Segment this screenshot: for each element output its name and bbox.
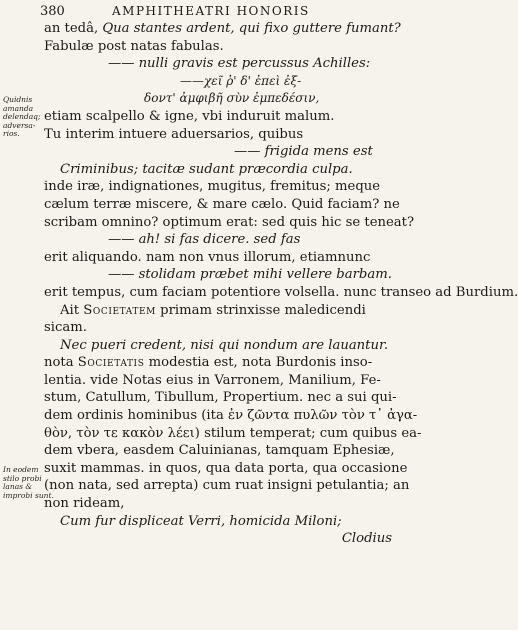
text-segment: Clodius [341, 531, 392, 547]
text-segment: erit tempus, cum faciam potentiore volsella. nunc transeo ad Burdium. [44, 284, 518, 300]
text-segment: modestia est, nota Burdonis inso- [144, 355, 373, 371]
text-segment: Tu interim intuere aduersarios, quibus [44, 126, 304, 142]
text-segment: Qua stantes ardent, qui fixo guttere fumant? [102, 21, 401, 36]
text-segment: —— ah! si fas dicere. sed fas [108, 232, 301, 248]
text-segment: δοντ' ἀμφιβῆ σὺν ἐμπεδέσιν, [144, 91, 320, 106]
margin-note-in-eodem [3, 465, 54, 500]
text-segment: —— nulli gravis est percussus Achilles: [108, 56, 371, 72]
text-segment: suxit mammas. in quos, qua data porta, qua occasione [44, 460, 408, 476]
text-segment: θὸν, τὸν τε κακὸν λέει) stilum temperat; cum quibus ea- [44, 425, 422, 441]
text-line [44, 442, 398, 460]
text-line [44, 126, 398, 144]
text-line [44, 389, 398, 407]
text-line [44, 73, 398, 91]
text-line [44, 284, 518, 302]
text-segment: cælum terræ miscere, & mare cælo. Quid faciam? ne [44, 196, 400, 212]
text-line [44, 90, 398, 108]
text-line [44, 20, 401, 38]
text-line [44, 161, 398, 179]
text-segment: non rideam, [44, 496, 125, 512]
text-line [44, 354, 398, 372]
text-segment: —— frigida mens est [234, 144, 373, 160]
text-segment: ——χεῖ ῥ' δ' ἐπεὶ ἐξ- [180, 73, 302, 88]
text-segment: Cum fur displiceat Verri, homicida Miloni; [60, 513, 342, 529]
body-text [44, 20, 518, 548]
margin-note-line: amanda [3, 103, 34, 113]
margin-note-line: In eodem [3, 465, 39, 474]
margin-note-line: stilo probi [3, 473, 42, 483]
page-number: 380 [40, 4, 65, 19]
margin-note-line: lanas & [3, 482, 33, 492]
text-line [44, 231, 398, 249]
text-line [44, 196, 398, 214]
text-line [44, 372, 398, 390]
margin-note-quidnis [3, 96, 43, 139]
margin-note-line: adversa- [3, 120, 36, 130]
text-segment: (non nata, sed arrepta) cum ruat insigni petulantia; an [44, 478, 410, 494]
text-segment: Nec pueri credent, nisi qui nondum are lauantur. [60, 337, 389, 353]
text-segment: inde iræ, indignationes, mugitus, fremitus; meque [44, 179, 381, 195]
text-line [44, 407, 418, 425]
text-line [44, 214, 415, 232]
text-segment: stum, Catullum, Tibullum, Propertium. nec a sui qui- [44, 390, 397, 406]
text-segment: primam strinxisse maledicendi [155, 302, 366, 318]
text-line [44, 477, 410, 495]
text-segment: Societatem [83, 302, 156, 318]
text-segment: lentia. vide Notas eius in Varronem, Manilium, Fe- [44, 372, 381, 388]
text-line [44, 530, 398, 548]
text-segment: nota [44, 355, 78, 371]
text-segment: —— stolidam præbet mihi vellere barbam. [108, 267, 392, 283]
text-line [44, 143, 398, 161]
text-line [44, 319, 398, 337]
text-line [44, 108, 398, 126]
text-line [44, 337, 398, 355]
text-line [44, 425, 422, 443]
margin-note-line: Quidnis [3, 95, 33, 104]
margin-note-line: delendaq; [3, 112, 41, 122]
text-line [44, 178, 398, 196]
text-segment: dem vbera, easdem Caluinianas, tamquam Ephesiæ, [44, 443, 395, 459]
text-line [44, 513, 398, 531]
text-segment: dem ordinis hominibus (ita ἐν ζῶντα πυλῶν τὸν τ᾽ ἀγα- [44, 408, 418, 424]
text-line [44, 302, 398, 320]
text-line [44, 495, 398, 513]
text-segment: Criminibus; tacitæ sudant præcordia culpa. [60, 161, 353, 177]
text-line [44, 460, 408, 478]
margin-note-line: rios. [3, 129, 20, 139]
text-line [44, 38, 398, 56]
text-segment: erit aliquando. nam non vnus illorum, etiamnunc [44, 249, 371, 265]
margin-note-line: improbi sunt. [3, 490, 54, 500]
text-segment: sicam. [44, 320, 87, 336]
running-title: AMPHITHEATRI HONORIS [112, 4, 310, 18]
text-segment: Societatis [77, 355, 145, 371]
text-segment: an tedâ, [44, 21, 103, 36]
text-segment: Fabulæ post natas fabulas. [44, 38, 224, 54]
text-line [44, 249, 398, 267]
text-segment: scribam omnino? optimum erat: sed quis hic se teneat? [44, 214, 415, 230]
text-line [44, 266, 398, 284]
text-segment: Ait [60, 302, 84, 318]
text-segment: etiam scalpello & igne, vbi induruit malum. [44, 108, 335, 124]
text-line [44, 55, 398, 73]
